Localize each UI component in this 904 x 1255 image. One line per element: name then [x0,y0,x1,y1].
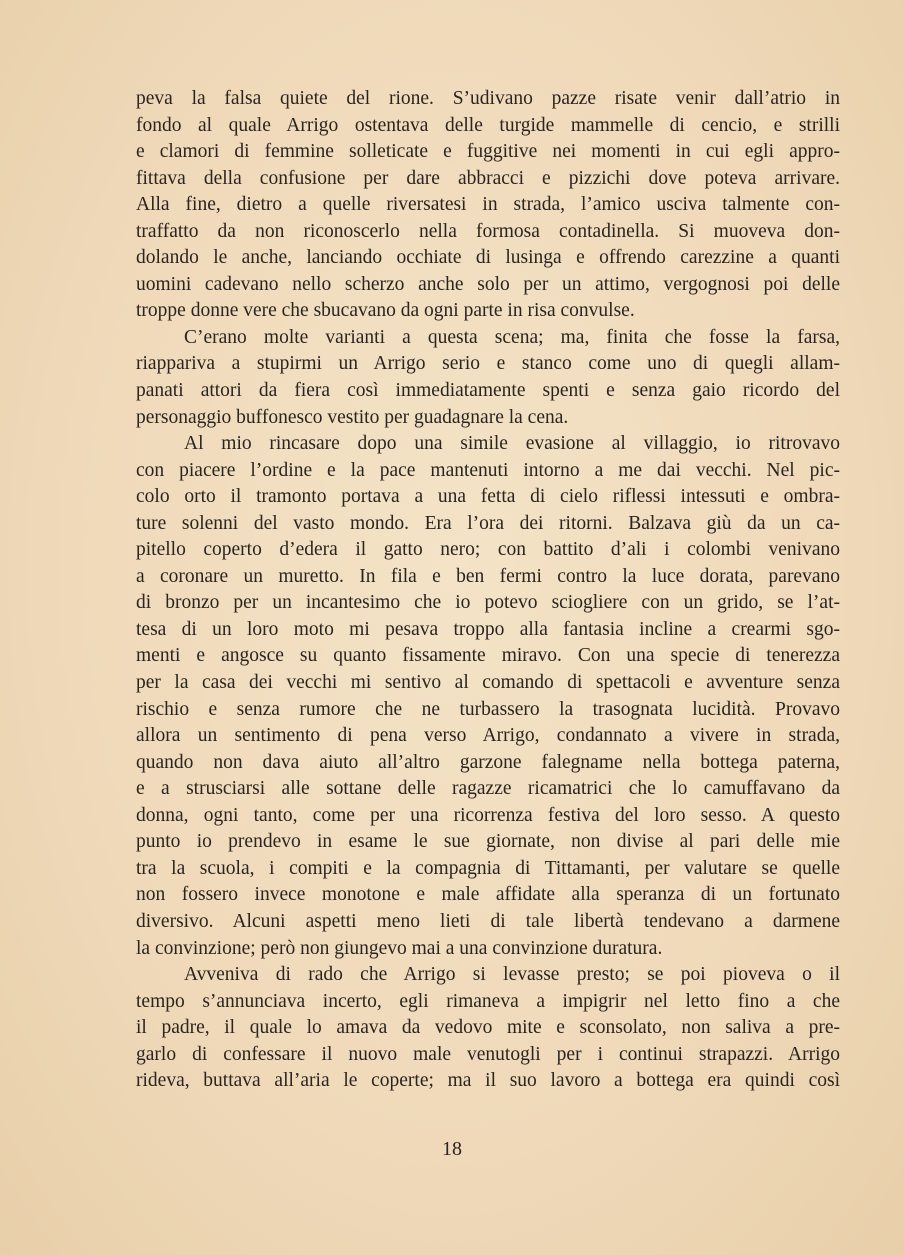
text-line: Avveniva di rado che Arrigo si levasse presto; se poi pioveva o il [184,964,840,986]
text-line: tesa di un loro moto mi pesava troppo alla fantasia incline a crearmi sgo- [136,618,840,640]
text-line: e clamori di femmine solleticate e fuggitive nei momenti in cui egli appro- [136,141,840,163]
text-line: fondo al quale Arrigo ostentava delle turgide mammelle di cencio, e strilli [136,114,840,136]
text-line: troppe donne vere che sbucavano da ogni parte in risa convulse. [136,300,635,322]
text-line: fittava della confusione per dare abbracci e pizzichi dove poteva arrivare. [136,167,840,189]
text-line: colo orto il tramonto portava a una fetta di cielo riflessi intessuti e ombra- [136,486,840,508]
text-line: per la casa dei vecchi mi sentivo al comando di spettacoli e avventure senza [136,672,840,694]
text-line: uomini cadevano nello scherzo anche solo per un attimo, vergognosi poi delle [136,273,840,295]
page-number: 18 [442,1138,462,1160]
text-line: peva la falsa quiete del rione. S’udivano pazze risate venir dall’atrio in [136,88,840,109]
text-line: quando non dava aiuto all’altro garzone falegname nella bottega paterna, [136,751,840,773]
text-line: panati attori da fiera così immediatamente spenti e senza gaio ricordo del [136,380,840,402]
text-line: a coronare un muretto. In fila e ben fermi contro la luce dorata, parevano [136,565,840,587]
text-line: tempo s’annunciava incerto, egli rimaneva a impigrir nel letto fino a che [136,990,840,1012]
text-line: menti e angosce su quanto fissamente miravo. Con una specie di tenerezza [136,645,840,667]
text-line: C’erano molte varianti a questa scena; ma, finita che fosse la farsa, [184,326,840,348]
text-line: pitello coperto d’edera il gatto nero; con battito d’ali i colombi venivano [136,539,840,561]
text-line: non fossero invece monotone e male affidate alla speranza di un fortunato [136,884,840,906]
text-line: con piacere l’ordine e la pace mantenuti intorno a me dai vecchi. Nel pic- [136,459,840,481]
text-line: personaggio buffonesco vestito per guadagnare la cena. [136,406,569,428]
text-line: diversivo. Alcuni aspetti meno lieti di tale libertà tendevano a darmene [136,910,840,932]
text-line: Al mio rincasare dopo una simile evasione al villaggio, io ritrovavo [184,433,840,455]
text-line: Alla fine, dietro a quelle riversatesi in strada, l’amico usciva talmente con- [136,194,840,216]
text-line: rideva, buttava all’aria le coperte; ma il suo lavoro a bottega era quindi così [136,1070,840,1092]
text-line: rischio e senza rumore che ne turbassero la trasognata lucidità. Provavo [136,698,840,720]
text-line: donna, ogni tanto, come per una ricorrenza festiva del loro sesso. A questo [136,804,840,826]
text-line: e a strusciarsi alle sottane delle ragazze ricamatrici che lo camuffavano da [136,778,840,800]
text-line: punto io prendevo in esame le sue giornate, non divise al pari delle mie [136,831,840,853]
text-line: la convinzione; però non giungevo mai a una convinzione duratura. [136,937,663,959]
text-line: traffatto da non riconoscerlo nella formosa contadinella. Si muoveva don- [136,220,840,242]
body-text [136,86,840,1095]
text-line: garlo di confessare il nuovo male venutogli per i continui strapazzi. Arrigo [136,1043,840,1065]
text-line: dolando le anche, lanciando occhiate di lusinga e offrendo carezzine a quanti [136,247,840,269]
text-line: riappariva a stupirmi un Arrigo serio e stanco come uno di quegli allam- [136,353,840,375]
text-line: ture solenni del vasto mondo. Era l’ora dei ritorni. Balzava giù da un ca- [136,512,840,534]
text-line: il padre, il quale lo amava da vedovo mite e sconsolato, non saliva a pre- [136,1017,840,1039]
text-line: di bronzo per un incantesimo che io potevo sciogliere con un grido, se l’at- [136,592,840,614]
text-line: tra la scuola, i compiti e la compagnia di Tittamanti, per valutare se quelle [136,857,840,879]
text-line: allora un sentimento di pena verso Arrigo, condannato a vivere in strada, [136,725,840,747]
